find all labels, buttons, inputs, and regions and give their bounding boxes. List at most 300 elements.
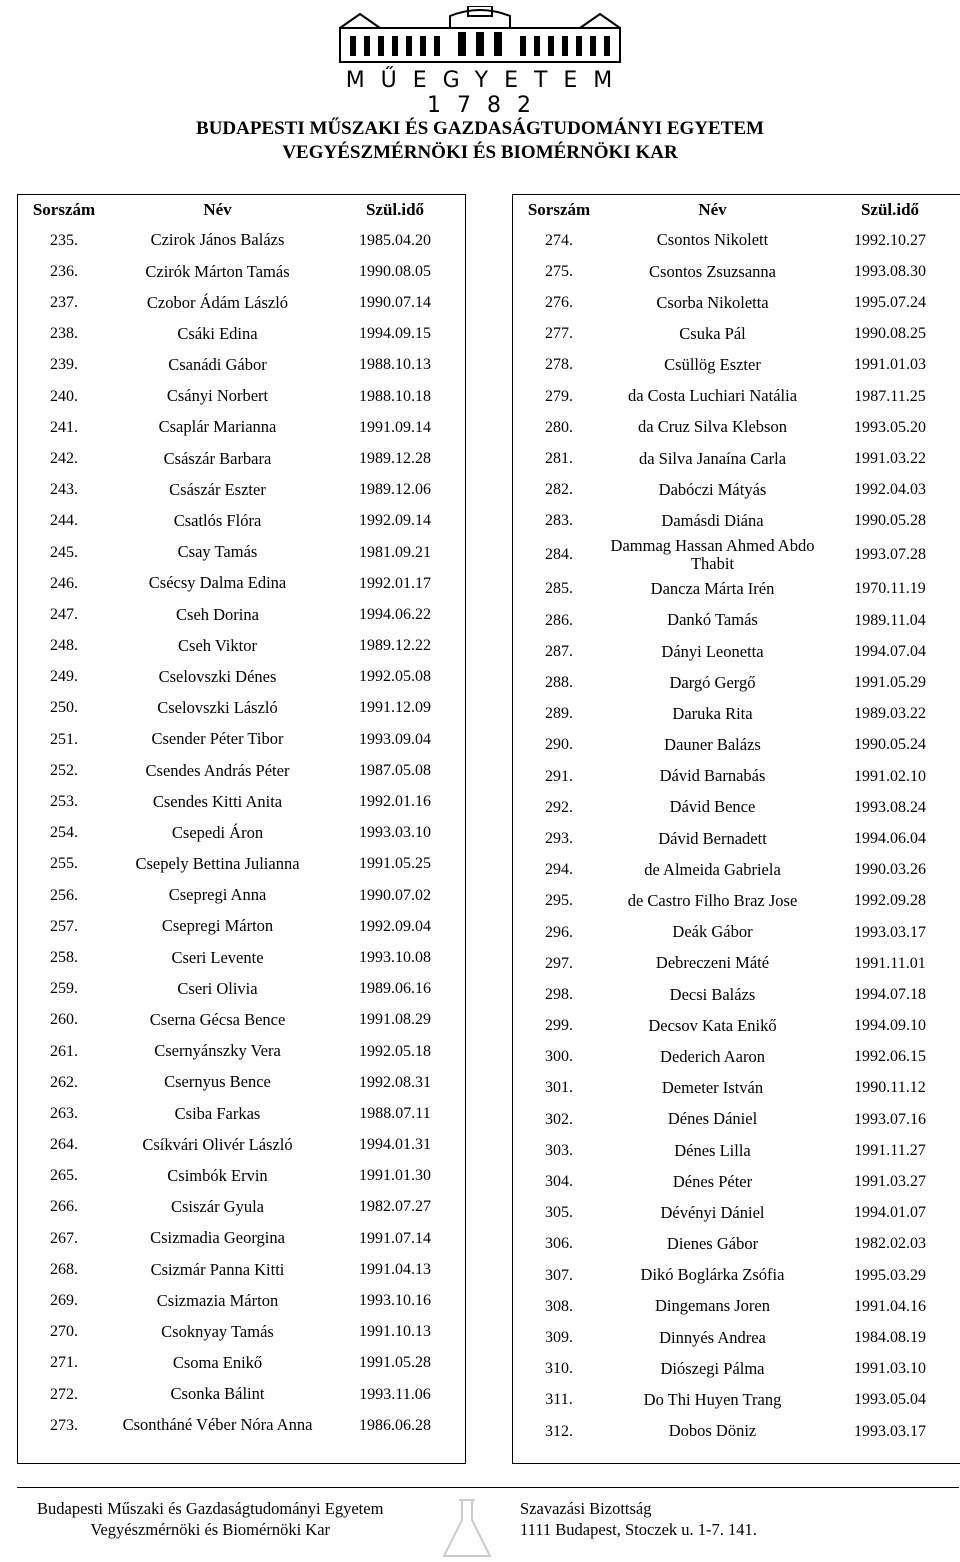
- table-row: [513, 605, 960, 636]
- row-birthdate: 1986.06.28: [359, 1416, 431, 1434]
- row-birthdate: 1988.10.18: [359, 387, 431, 405]
- row-number: 260.: [50, 1011, 78, 1029]
- row-birthdate: 1994.06.04: [854, 829, 926, 847]
- row-name: Dénes Lilla: [674, 1140, 751, 1160]
- row-name: Demeter István: [661, 1078, 764, 1098]
- row-birthdate: 1991.02.10: [854, 767, 926, 785]
- footer-right: [520, 1498, 757, 1540]
- row-birthdate: 1984.08.19: [854, 1328, 926, 1346]
- row-number: 273.: [50, 1416, 78, 1434]
- table-row: [18, 381, 465, 412]
- row-birthdate: 1993.10.08: [359, 948, 431, 966]
- row-birthdate: 1994.01.07: [854, 1204, 926, 1222]
- table-row: [513, 948, 960, 979]
- table-row: [513, 574, 960, 605]
- table-row: [18, 849, 465, 880]
- row-name: Deák Gábor: [672, 922, 753, 942]
- row-number: 271.: [50, 1354, 78, 1372]
- table-row: [18, 724, 465, 755]
- table-row: [513, 667, 960, 698]
- row-birthdate: 1992.10.27: [854, 231, 926, 249]
- table-row: [513, 537, 960, 574]
- table-row: [513, 979, 960, 1010]
- table-row: [513, 475, 960, 506]
- row-birthdate: 1991.09.14: [359, 418, 431, 436]
- row-number: 292.: [545, 798, 573, 816]
- row-birthdate: 1990.05.24: [854, 736, 926, 754]
- row-birthdate: 1993.07.16: [854, 1110, 926, 1128]
- row-name: Csécsy Dalma Edina: [148, 573, 287, 593]
- table-row: [18, 755, 465, 786]
- row-number: 306.: [545, 1235, 573, 1253]
- row-number: 287.: [545, 642, 573, 660]
- row-number: 261.: [50, 1042, 78, 1060]
- row-number: 295.: [545, 892, 573, 910]
- table-row: [18, 1317, 465, 1348]
- row-birthdate: 1991.11.27: [854, 1141, 926, 1159]
- row-birthdate: 1991.04.16: [854, 1297, 926, 1315]
- row-birthdate: 1991.05.29: [854, 674, 926, 692]
- row-number: 290.: [545, 736, 573, 754]
- row-name: Cselovszki Dénes: [158, 666, 277, 686]
- row-number: 280.: [545, 418, 573, 436]
- row-birthdate: 1990.07.14: [359, 294, 431, 312]
- table-row: [18, 1129, 465, 1160]
- table-row: [18, 568, 465, 599]
- row-birthdate: 1993.10.16: [359, 1292, 431, 1310]
- column-header-name: Név: [698, 200, 727, 220]
- faculty-name: VEGYÉSZMÉRNÖKI ÉS BIOMÉRNÖKI KAR: [282, 142, 678, 163]
- table-row: [18, 1223, 465, 1254]
- row-number: 246.: [50, 574, 78, 592]
- row-name: Csendes Kitti Anita: [152, 791, 283, 811]
- table-row: [513, 1260, 960, 1291]
- row-name: Dienes Gábor: [666, 1234, 759, 1254]
- table-row: [513, 1135, 960, 1166]
- column-header-birthdate: Szül.idő: [365, 200, 425, 220]
- row-birthdate: 1992.01.17: [359, 574, 431, 592]
- row-birthdate: 1994.09.15: [359, 325, 431, 343]
- table-row: [513, 1416, 960, 1447]
- logo-text: MŰEGYETEM 1782: [345, 68, 629, 118]
- row-birthdate: 1991.03.22: [854, 449, 926, 467]
- table-row: [513, 1104, 960, 1135]
- table-row: [513, 1042, 960, 1073]
- table-row: [18, 1161, 465, 1192]
- table-row: [18, 974, 465, 1005]
- row-name: Csíkvári Olivér László: [142, 1134, 293, 1154]
- row-birthdate: 1994.06.22: [359, 605, 431, 623]
- table-row: [18, 1410, 465, 1441]
- row-name: Csizmadia Georgina: [150, 1228, 285, 1248]
- row-birthdate: 1990.11.12: [854, 1079, 926, 1097]
- table-row: [513, 319, 960, 350]
- table-row: [513, 381, 960, 412]
- row-name: Dauner Balázs: [664, 735, 761, 755]
- table-row: [513, 1073, 960, 1104]
- row-number: 288.: [545, 674, 573, 692]
- row-birthdate: 1981.09.21: [359, 543, 431, 561]
- row-number: 297.: [545, 954, 573, 972]
- row-number: 272.: [50, 1385, 78, 1403]
- left-table: [17, 194, 466, 1464]
- row-name: Csoknyay Tamás: [161, 1321, 274, 1341]
- table-row: [18, 1285, 465, 1316]
- table-row: [513, 287, 960, 318]
- row-number: 281.: [545, 449, 573, 467]
- row-name: Debreczeni Máté: [655, 953, 770, 973]
- row-name: da Cruz Silva Klebson: [638, 417, 787, 437]
- row-number: 284.: [545, 546, 573, 564]
- row-name: Csontháné Véber Nóra Anna: [122, 1415, 313, 1435]
- row-number: 275.: [545, 262, 573, 280]
- row-number: 245.: [50, 543, 78, 561]
- row-number: 270.: [50, 1323, 78, 1341]
- row-name: Csepregi Anna: [168, 885, 267, 905]
- row-birthdate: 1993.03.17: [854, 923, 926, 941]
- row-birthdate: 1992.04.03: [854, 481, 926, 499]
- table-row: [18, 350, 465, 381]
- right-table: [512, 194, 960, 1464]
- row-birthdate: 1994.01.31: [359, 1136, 431, 1154]
- row-birthdate: 1988.10.13: [359, 356, 431, 374]
- table-row: [513, 1354, 960, 1385]
- row-name: Csernyus Bence: [164, 1072, 271, 1092]
- table-row: [513, 886, 960, 917]
- table-row: [513, 636, 960, 667]
- row-number: 259.: [50, 980, 78, 998]
- row-name: Csepedi Áron: [171, 822, 264, 842]
- table-row: [513, 699, 960, 730]
- row-name: Csanádi Gábor: [168, 355, 267, 375]
- row-number: 236.: [50, 262, 78, 280]
- row-name: Csizmár Panna Kitti: [150, 1259, 285, 1279]
- table-row: [18, 1036, 465, 1067]
- table-row: [18, 1005, 465, 1036]
- row-number: 304.: [545, 1173, 573, 1191]
- row-number: 255.: [50, 855, 78, 873]
- table-row: [18, 287, 465, 318]
- table-row: [513, 443, 960, 474]
- row-birthdate: 1992.06.15: [854, 1048, 926, 1066]
- footer-address: 1111 Budapest, Stoczek u. 1-7. 141.: [520, 1520, 757, 1539]
- footer-faculty: Vegyészmérnöki és Biomérnöki Kar: [90, 1520, 331, 1539]
- row-birthdate: 1991.10.13: [359, 1323, 431, 1341]
- row-name: Dányi Leonetta: [661, 641, 764, 661]
- row-birthdate: 1993.08.24: [854, 798, 926, 816]
- row-birthdate: 1992.09.14: [359, 512, 431, 530]
- table-row: [513, 1322, 960, 1353]
- row-name: Dobos Döniz: [668, 1421, 757, 1441]
- row-name: Dévényi Dániel: [660, 1202, 765, 1222]
- row-name: Csoma Enikő: [172, 1353, 263, 1373]
- row-name: Dammag Hassan Ahmed Abdo Thabit: [610, 535, 815, 574]
- row-name: de Castro Filho Braz Jose: [627, 891, 798, 911]
- row-number: 241.: [50, 418, 78, 436]
- row-birthdate: 1989.12.22: [359, 637, 431, 655]
- table-row: [513, 1385, 960, 1416]
- row-birthdate: 1991.01.03: [854, 356, 926, 374]
- table-row: [18, 1192, 465, 1223]
- row-name: de Almeida Gabriela: [644, 859, 781, 879]
- row-name: Cserna Gécsa Bence: [149, 1010, 286, 1030]
- row-number: 242.: [50, 449, 78, 467]
- row-number: 303.: [545, 1141, 573, 1159]
- row-name: Dénes Dániel: [667, 1109, 758, 1129]
- row-number: 312.: [545, 1422, 573, 1440]
- row-number: 264.: [50, 1136, 78, 1154]
- table-row: [18, 443, 465, 474]
- row-name: Czirok János Balázs: [150, 230, 285, 250]
- table-row: [513, 225, 960, 256]
- column-header-number: Sorszám: [527, 200, 591, 220]
- row-name: Csender Péter Tibor: [151, 729, 284, 749]
- row-name: Csendes András Péter: [145, 760, 290, 780]
- row-birthdate: 1993.07.28: [854, 546, 926, 564]
- row-number: 285.: [545, 580, 573, 598]
- row-name: Csay Tamás: [177, 542, 258, 562]
- row-number: 278.: [545, 356, 573, 374]
- row-number: 252.: [50, 761, 78, 779]
- row-birthdate: 1993.11.06: [359, 1385, 431, 1403]
- row-number: 251.: [50, 730, 78, 748]
- row-number: 266.: [50, 1198, 78, 1216]
- row-number: 282.: [545, 481, 573, 499]
- row-number: 300.: [545, 1048, 573, 1066]
- row-name: Dikó Boglárka Zsófia: [640, 1265, 785, 1285]
- column-header-number: Sorszám: [32, 200, 96, 220]
- table-row: [18, 225, 465, 256]
- row-name: Császár Eszter: [169, 479, 266, 499]
- row-number: 267.: [50, 1229, 78, 1247]
- row-name: Csatlós Flóra: [173, 511, 262, 531]
- row-birthdate: 1994.07.04: [854, 642, 926, 660]
- row-name: Do Thi Huyen Trang: [643, 1390, 782, 1410]
- footer-university: Budapesti Műszaki és Gazdaságtudományi Egyetem: [37, 1499, 384, 1518]
- table-row: [18, 630, 465, 661]
- row-name: Czobor Ádám László: [146, 292, 289, 312]
- row-name: Cseri Olivia: [177, 978, 258, 998]
- column-header-birthdate: Szül.idő: [860, 200, 920, 220]
- row-number: 248.: [50, 637, 78, 655]
- table-row: [513, 256, 960, 287]
- row-number: 299.: [545, 1017, 573, 1035]
- table-row: [18, 1098, 465, 1129]
- row-number: 262.: [50, 1073, 78, 1091]
- row-name: Dabóczi Mátyás: [658, 479, 767, 499]
- row-name: Dávid Bence: [669, 797, 756, 817]
- row-birthdate: 1993.03.17: [854, 1422, 926, 1440]
- row-name: Csepregi Márton: [161, 916, 274, 936]
- table-row: [513, 1166, 960, 1197]
- footer-left: [37, 1498, 383, 1540]
- row-name: Dinnyés Andrea: [659, 1327, 766, 1347]
- table-row: [18, 506, 465, 537]
- row-number: 286.: [545, 611, 573, 629]
- table-row: [18, 319, 465, 350]
- row-number: 294.: [545, 861, 573, 879]
- row-number: 235.: [50, 231, 78, 249]
- row-number: 257.: [50, 917, 78, 935]
- row-number: 274.: [545, 231, 573, 249]
- row-name: Dederich Aaron: [660, 1046, 765, 1066]
- row-name: Csiba Farkas: [174, 1103, 261, 1123]
- row-birthdate: 1989.11.04: [854, 611, 926, 629]
- table-row: [18, 911, 465, 942]
- row-number: 291.: [545, 767, 573, 785]
- row-number: 265.: [50, 1167, 78, 1185]
- table-row: [18, 537, 465, 568]
- row-birthdate: 1991.11.01: [854, 954, 926, 972]
- table-row: [18, 1348, 465, 1379]
- row-number: 301.: [545, 1079, 573, 1097]
- row-number: 240.: [50, 387, 78, 405]
- right-table-body: [513, 225, 960, 1447]
- row-number: 293.: [545, 829, 573, 847]
- row-birthdate: 1990.08.25: [854, 325, 926, 343]
- row-name: Csepely Bettina Julianna: [135, 854, 300, 874]
- table-row: [18, 693, 465, 724]
- row-birthdate: 1987.11.25: [854, 387, 926, 405]
- row-name: Császár Barbara: [163, 448, 272, 468]
- row-name: Csontos Nikolett: [656, 230, 769, 250]
- table-row: [513, 855, 960, 886]
- row-number: 237.: [50, 294, 78, 312]
- row-birthdate: 1991.04.13: [359, 1260, 431, 1278]
- row-name: da Silva Janaína Carla: [638, 448, 787, 468]
- table-row: [18, 662, 465, 693]
- row-birthdate: 1990.03.26: [854, 861, 926, 879]
- row-number: 269.: [50, 1292, 78, 1310]
- row-name: Daruka Rita: [672, 703, 753, 723]
- row-name: Dávid Bernadett: [658, 828, 767, 848]
- row-name: Csonka Bálint: [170, 1384, 265, 1404]
- table-row: [513, 917, 960, 948]
- row-name: Diószegi Pálma: [660, 1358, 765, 1378]
- row-birthdate: 1985.04.20: [359, 231, 431, 249]
- table-row: [18, 786, 465, 817]
- row-number: 307.: [545, 1266, 573, 1284]
- row-number: 309.: [545, 1328, 573, 1346]
- row-name: Csernyánszky Vera: [154, 1041, 281, 1061]
- table-row: [18, 412, 465, 443]
- table-header-row: [18, 195, 465, 225]
- table-row: [513, 823, 960, 854]
- row-name: Csaplár Marianna: [158, 417, 277, 437]
- row-birthdate: 1970.11.19: [854, 580, 926, 598]
- row-number: 256.: [50, 886, 78, 904]
- row-name: Dancza Márta Irén: [650, 579, 775, 599]
- table-row: [513, 350, 960, 381]
- table-row: [513, 412, 960, 443]
- row-name: Cseh Viktor: [178, 635, 257, 655]
- row-birthdate: 1988.07.11: [359, 1104, 431, 1122]
- row-birthdate: 1987.05.08: [359, 761, 431, 779]
- row-number: 247.: [50, 605, 78, 623]
- row-number: 311.: [545, 1391, 573, 1409]
- row-name: Dingemans Joren: [654, 1296, 771, 1316]
- table-row: [18, 880, 465, 911]
- table-row: [18, 475, 465, 506]
- row-birthdate: 1989.03.22: [854, 705, 926, 723]
- table-row: [513, 761, 960, 792]
- row-number: 263.: [50, 1104, 78, 1122]
- row-number: 238.: [50, 325, 78, 343]
- row-number: 283.: [545, 512, 573, 530]
- row-birthdate: 1995.03.29: [854, 1266, 926, 1284]
- row-name: Damásdi Diána: [661, 511, 764, 531]
- flask-icon: [432, 1496, 502, 1562]
- row-birthdate: 1993.08.30: [854, 262, 926, 280]
- row-number: 310.: [545, 1360, 573, 1378]
- row-number: 243.: [50, 481, 78, 499]
- row-name: Dankó Tamás: [667, 610, 758, 630]
- row-number: 253.: [50, 793, 78, 811]
- row-birthdate: 1990.07.02: [359, 886, 431, 904]
- row-birthdate: 1991.01.30: [359, 1167, 431, 1185]
- row-birthdate: 1993.05.04: [854, 1391, 926, 1409]
- row-birthdate: 1991.05.28: [359, 1354, 431, 1372]
- building-icon: [300, 6, 660, 66]
- row-name: Csiszár Gyula: [170, 1197, 265, 1217]
- row-birthdate: 1982.02.03: [854, 1235, 926, 1253]
- row-name: Csüllög Eszter: [664, 355, 761, 375]
- row-name: Csorba Nikoletta: [656, 292, 769, 312]
- table-row: [18, 818, 465, 849]
- row-birthdate: 1994.09.10: [854, 1017, 926, 1035]
- row-number: 254.: [50, 824, 78, 842]
- table-row: [513, 506, 960, 537]
- row-birthdate: 1991.08.29: [359, 1011, 431, 1029]
- row-birthdate: 1992.09.04: [359, 917, 431, 935]
- row-birthdate: 1990.08.05: [359, 262, 431, 280]
- table-row: [18, 1254, 465, 1285]
- row-birthdate: 1993.09.04: [359, 730, 431, 748]
- table-row: [18, 942, 465, 973]
- row-name: Csimbók Ervin: [167, 1165, 268, 1185]
- university-name: BUDAPESTI MŰSZAKI ÉS GAZDASÁGTUDOMÁNYI EGYETEM: [196, 118, 764, 139]
- university-logo: [300, 6, 660, 118]
- row-name: Dávid Barnabás: [659, 766, 766, 786]
- row-birthdate: 1992.08.31: [359, 1073, 431, 1091]
- row-name: da Costa Luchiari Natália: [627, 386, 798, 406]
- table-row: [513, 730, 960, 761]
- row-number: 277.: [545, 325, 573, 343]
- row-name: Cseh Dorina: [176, 604, 259, 624]
- row-birthdate: 1992.01.16: [359, 793, 431, 811]
- footer-divider: [17, 1487, 959, 1488]
- row-name: Csányi Norbert: [166, 386, 269, 406]
- row-birthdate: 1991.05.25: [359, 855, 431, 873]
- row-number: 258.: [50, 948, 78, 966]
- row-name: Dargó Gergő: [669, 672, 756, 692]
- row-name: Decsi Balázs: [669, 984, 756, 1004]
- left-table-body: [18, 225, 465, 1441]
- row-name: Csontos Zsuzsanna: [649, 261, 776, 281]
- table-row: [513, 1291, 960, 1322]
- table-row: [18, 1379, 465, 1410]
- row-birthdate: 1991.12.09: [359, 699, 431, 717]
- row-birthdate: 1993.03.10: [359, 824, 431, 842]
- row-number: 250.: [50, 699, 78, 717]
- row-number: 289.: [545, 705, 573, 723]
- row-number: 249.: [50, 668, 78, 686]
- row-number: 298.: [545, 985, 573, 1003]
- row-birthdate: 1994.07.18: [854, 985, 926, 1003]
- row-name: Cseri Levente: [171, 947, 264, 967]
- row-birthdate: 1991.03.10: [854, 1360, 926, 1378]
- row-name: Cselovszki László: [157, 698, 278, 718]
